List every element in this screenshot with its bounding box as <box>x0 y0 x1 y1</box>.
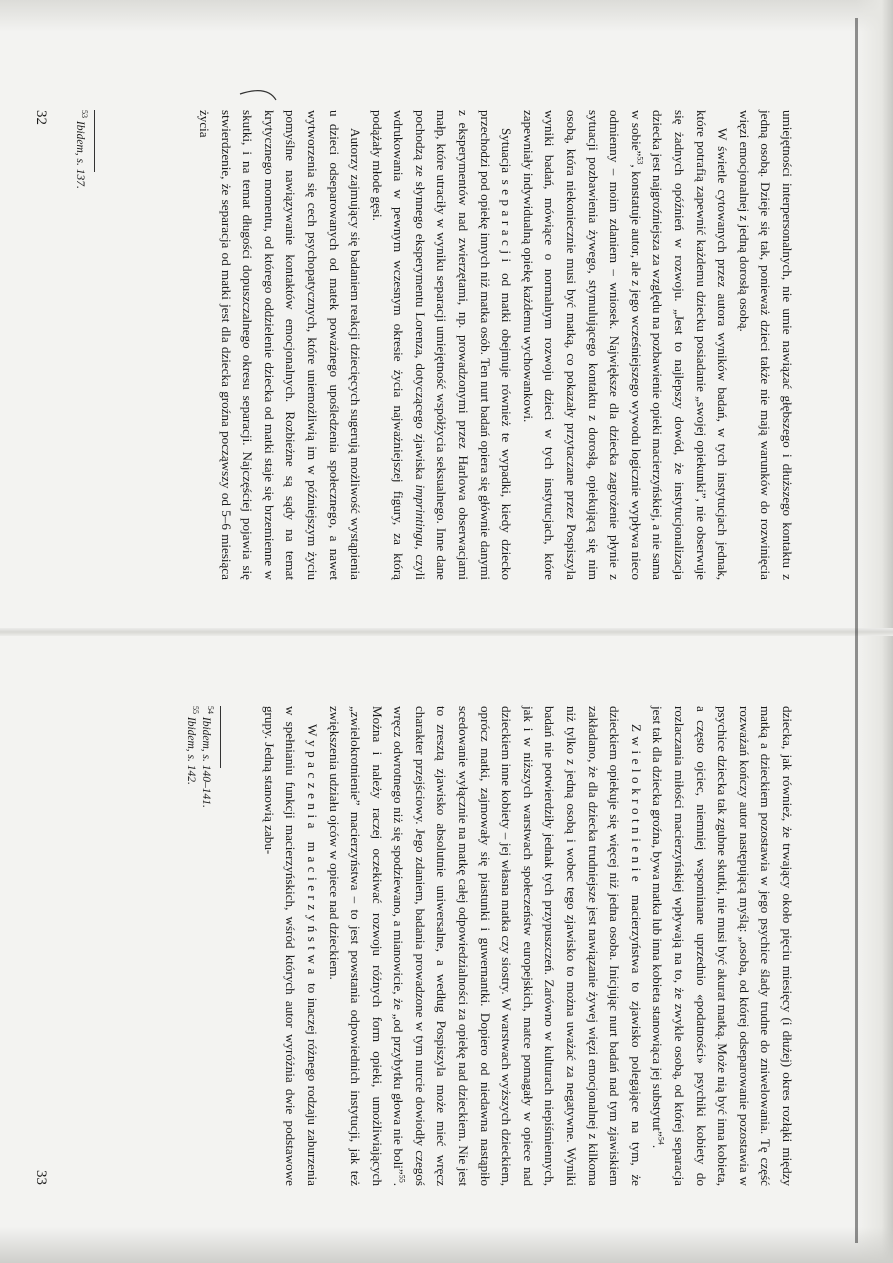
page-33-body <box>258 706 798 1186</box>
paragraph: Zwielokrotnienie macierzyństwa to zjawisko polegające na tym, że dzieckiem opiekuje się więcej niż jedna osoba. Inicjując nurt badań nad tym zjawiskiem zakładano, że dla dziecka trudniejsze jest nawiązanie żywej więzi emocjonalnej z kilkoma niż tylko z jedną osobą i wobec tego zjawisko to można uważać za negatywne. Wyniki badań nie potwierdziły jednak tych przypuszczeń. Zarówno w kulturach niepiśmiennych, jak i w niższych warstwach społeczeństw europejskich, matce pomagały w opiece nad dzieckiem inne kobiety – jej własna matka czy siostry. W warstwach wyższych dzieckiem, oprócz matki, zajmowały się piastunki i guwernantki. Dopiero od niedawna nastąpiło scedowanie wyłącznie na matkę całej odpowiedzialności za opiekę nad dzieckiem. Nie jest to zresztą zjawisko absolutnie uniwersalne, a według Pospiszyla może mieć wręcz charakter przejściowy. Jego zdaniem, badania prowadzone w tym nurcie dowiodły czegoś wręcz odwrotnego niż się spodziewano, a mianowicie, że „od przybytku głowa nie boli”$^{55}$. Można i należy raczej oczekiwać rozwoju różnych form opieki, umożliwiających „zwielokrotnienie” macierzyństwa – to jest powstania odpowiednich instytucji, jak też zwiększenia udziału ojców w opiece nad dzieckiem. <box>326 706 644 1186</box>
pencil-margin-mark <box>238 86 278 104</box>
footnote-rule <box>220 706 221 768</box>
paragraph: W świetle cytowanych przez autora wyników badań, w tych instytucjach jednak, które potrafią zapewnić każdemu dziecku posiadanie „swojej opiekunki”, nie obserwuje się żadnych opóźnień w rozwoju. „Jest to najlepszy dowód, że instytucjonalizacja dziecka jest najgroźniejsza za względu na pozbawienie opieki macierzyńskiej, a nie sama w sobie”$^{53}$, konstatuje autor, ale z jego wcześniejszego wywodu logicznie wypływa nieco odmienny – moim zdaniem – wniosek. Największe dla dziecka zagrożenie płynie z sytuacji pozbawienia żywego, stymulującego kontaktu z dorosłą, opiekującą się nim osobą, która niekoniecznie musi być matką, co pokazały przytaczane przez Pospiszyla wyniki badań, mówiące o normalnym rozwoju dzieci w tych instytucjach, które zapewniały indywidualną opiekę każdemu wychowankowi. <box>520 110 731 581</box>
footnote: $^{53}$ Ibidem, s. 137. <box>74 110 89 189</box>
footnote: $^{54}$ Ibidem, s. 140–141. <box>200 706 215 808</box>
page-32 <box>0 0 893 628</box>
paragraph: Autorzy zajmujący się badaniem reakcji dziecięcych sugerują możliwość wystąpienia u dzieci odseparowanych od matek poważnego upośledzenia społecznego, a nawet wytworzenia się cech psychopatycznych, które uniemożliwią im w późniejszym życiu pomyślne nawiązywanie kontaktów emocjonalnych. Rozbieżne są sądy na temat krytycznego momentu, od którego oddzielenie dziecka od matki staje się brzemienne w skutki, i na temat długości dopuszczalnego okresu separacji. Najczęściej pojawia się stwierdzenie, że separacja od matki jest dla dziecka groźna począwszy od 5–6 miesiąca życia <box>196 110 364 580</box>
para-body: macierzyństwa to zjawisko polegające na tym, że dzieckiem opiekuje się więcej niż jedna osoba. Inicjując nurt badań nad tym zjawiskiem zakładano, że dla dziecka trudniejsze jest nawiązanie żywej więzi emocjonalnej z kilkoma niż tylko z jedną osobą i wobec tego zjawisko to można uważać za negatywne. Wyniki badań nie potwierdziły jednak tych przypuszczeń. Zarówno w kulturach niepiśmiennych, jak i w niższych warstwach społeczeństw europejskich, matce pomagały w opiece nad dzieckiem inne kobiety – jej własna matka czy siostry. W warstwach wyższych dzieckiem, oprócz matki, zajmowały się piastunki i guwernantki. Dopiero od niedawna nastąpiło scedowanie wyłącznie na matkę całej odpowiedzialności za opiekę nad dzieckiem. Nie jest to zresztą zjawisko absolutnie uniwersalne, a według Pospiszyla może mieć wręcz charakter przejściowy. Jego zdaniem, badania prowadzone w tym nurcie dowiodły czegoś wręcz odwrotnego niż się spodziewano, a mianowicie, że „od przybytku głowa nie boli” <box>391 706 644 1186</box>
footnote-ref: 53 <box>635 156 645 165</box>
paragraph <box>366 110 517 580</box>
paragraph <box>258 706 323 1186</box>
footnotes <box>72 110 87 410</box>
footnotes <box>183 706 213 1006</box>
footnote: $^{55}$ Ibidem, s. 142. <box>185 706 200 785</box>
spaced-term: Zwielokrotnienie <box>628 724 644 887</box>
spaced-term: separacji <box>499 179 515 267</box>
footnote-rule <box>94 110 95 172</box>
footnote-ref: 54 <box>656 1136 666 1145</box>
para-body: to inaczej różnego rodzaju zaburzenia w spełnianiu funkcji macierzyńskich, wśród których autor wyróżnia dwie podstawowe grupy. Jedną stanowią zabu- <box>261 706 320 1186</box>
page-number: 33 <box>33 1170 49 1185</box>
spaced-term: Wypaczenia macierzyństwa <box>304 724 320 979</box>
page-32-body <box>193 110 798 580</box>
page-33 <box>0 636 893 1263</box>
paragraph: dziecka, jak również, że trwający około pięciu miesięcy (i dłużej) okres rozłąki między matką a dzieckiem pozostawia w jego psychice ślady trudne do zniwelowania. Tę część rozważań kończy autor następującą myślą: „osoba, od której odseparowanie pozostawia w psychice dziecka tak zgubne skutki, nie musi być akurat matką. Może nią być inna kobieta, a często ojciec, niemniej wspominane uprzednio «podatności» psychiki kobiety do rozlaczania miłości macierzyńskiej wpływają na to, że zwykle osobą, od której separacja jest tak dla dziecka groźna, bywa matka lub inna kobieta stanowiąca jej substytut”$^{54}$. <box>650 706 795 1186</box>
page-number: 32 <box>33 110 49 125</box>
para-separacja: Sytuacja separacji od matki obejmuje również te wypadki, kiedy dziecko przechodzi pod opiekę innych niż matka osób. Ten nurt badań opiera się głównie danymi z eksperymentów nad zwierzętami, np. prowadzonymi przez Harlowa obserwacjami małp, które utraciły w wyniku separacji umiejętność współżycia seksualnego. Inne dane pochodzą ze słynnego eksperymentu Lorenza, dotyczącego zjawiska imprintingu, czyli wdrukowania w pewnym wczesnym okresie życia najważniejszej figury, za którą podążały młode gęsi. <box>369 110 515 580</box>
paragraph: umiejętności interpersonalnych, nie umie nawiązać głębszego i dłuższego kontaktu z jedną osobą. Dzieje się tak, ponieważ dzieci także nie mają warunków do rozwinięcia więzi emocjonalnej z jedną dorosłą osobą. <box>736 110 795 580</box>
footnote-ref: 55 <box>397 1174 407 1183</box>
italic-term: imprintingu <box>412 484 428 547</box>
